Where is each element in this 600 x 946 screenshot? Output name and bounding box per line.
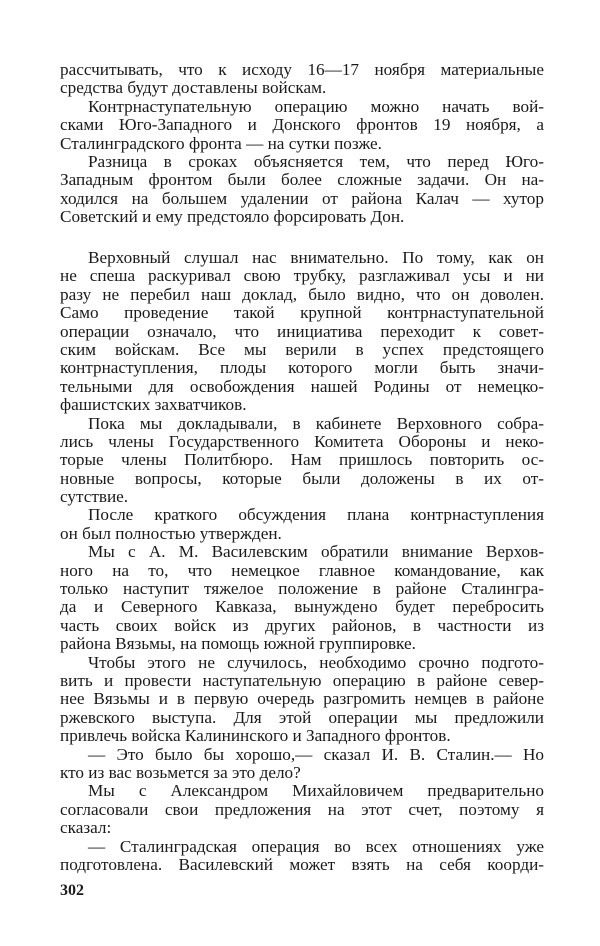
paragraph [60,506,544,543]
text-line: Чтобы этого не случилось, необходимо срочно подгото- [88,652,544,672]
paragraph [60,543,544,653]
text-line: только наступит тяжелое положение в районе Сталингра- [60,579,544,599]
text-line: контрнаступления, плоды которого могли быть значи- [60,358,544,378]
text-line: После краткого обсуждения плана контрнаступления [88,505,544,525]
text-line: сками Юго-Западного и Донского фронтов 19 ноября, а [60,115,544,135]
text-line: Советский и ему предстояло форсировать Дон. [60,207,405,227]
text-line: нее Вязьмы и в первую очередь разгромить немцев в районе [60,689,544,709]
text-line: разу не перебил наш доклад, было видно, что он доволен. [60,284,544,304]
text-line: Мы с Александром Михайловичем предварительно [88,781,544,801]
text-line: торые члены Политбюро. Нам пришлось повторить ос- [60,450,544,470]
text-line: сказал: [60,818,112,838]
text-line: Западным фронтом были более сложные задачи. Он на- [60,170,544,190]
text-line: кто из вас возьмется за это дело? [60,762,301,782]
text-line: Сталинградского фронта — на сутки позже. [60,133,382,153]
text-line: района Вязьмы, на помощь южной группировке. [60,634,416,654]
text-line: новные вопросы, которые были доложены в их от- [60,468,544,488]
text-line: лись члены Государственного Комитета Обороны и неко- [60,431,544,451]
text-line: вить и провести наступательную операцию в районе север- [60,670,544,690]
paragraph [60,249,544,415]
paragraph [60,98,544,153]
text-line: он был полностью утвержден. [60,523,282,543]
paragraph [60,415,544,507]
text-line: ржевского выступа. Для этой операции мы предложили [60,707,544,727]
paragraph [60,782,544,837]
text-line: фашистских захватчиков. [60,395,247,415]
page-number: 302 [60,882,84,899]
text-line: Само проведение такой крупной контрнаступательной [60,303,544,323]
text-line: привлечь войска Калининского и Западного фронтов. [60,726,451,746]
text-line: ходился на большем удалении от района Калач — хутор [60,188,544,208]
text-block-1 [60,61,544,227]
text-line: — Сталинградская операция во всех отношениях уже [88,836,544,856]
text-line: операции означало, что инициатива переходит к совет- [60,321,544,341]
text-line: Разница в сроках объясняется тем, что перед Юго- [88,151,544,171]
text-line: да и Северного Кавказа, вынуждено будет перебросить [60,597,544,617]
paragraph [60,654,544,746]
paragraph [60,153,544,227]
text-line: Верховный слушал нас внимательно. По тому, как он [88,248,544,267]
text-line: подготовлена. Василевский может взять на себя коорди- [60,854,544,874]
text-line: часть своих войск из других районов, в частности из [60,615,544,635]
text-line: Контрнаступательную операцию можно начать вой- [88,96,544,116]
text-line: сутствие. [60,487,129,507]
paragraph [60,746,544,783]
text-line: Пока мы докладывали, в кабинете Верховного собра- [88,413,544,433]
paragraph [60,61,544,98]
text-line: тельными для освобождения нашей Родины от немецко- [60,376,544,396]
text-line: ного на то, что немецкое главное командование, как [60,560,544,580]
text-line: ским войскам. Все мы верили в успех предстоящего [60,339,544,359]
text-block-2 [60,249,544,874]
paragraph [60,838,544,875]
text-line: не спеша раскуривал свою трубку, разглаживал усы и ни [60,266,544,286]
text-line: средства будут доставлены войскам. [60,78,327,98]
text-line: — Это было бы хорошо,— сказал И. В. Сталин.— Но [88,744,544,764]
text-line: Мы с А. М. Василевским обратили внимание Верхов- [88,542,544,562]
text-line: рассчитывать, что к исходу 16—17 ноября материальные [60,60,544,79]
text-line: согласовали свои предложения на этот счет, поэтому я [60,799,544,819]
